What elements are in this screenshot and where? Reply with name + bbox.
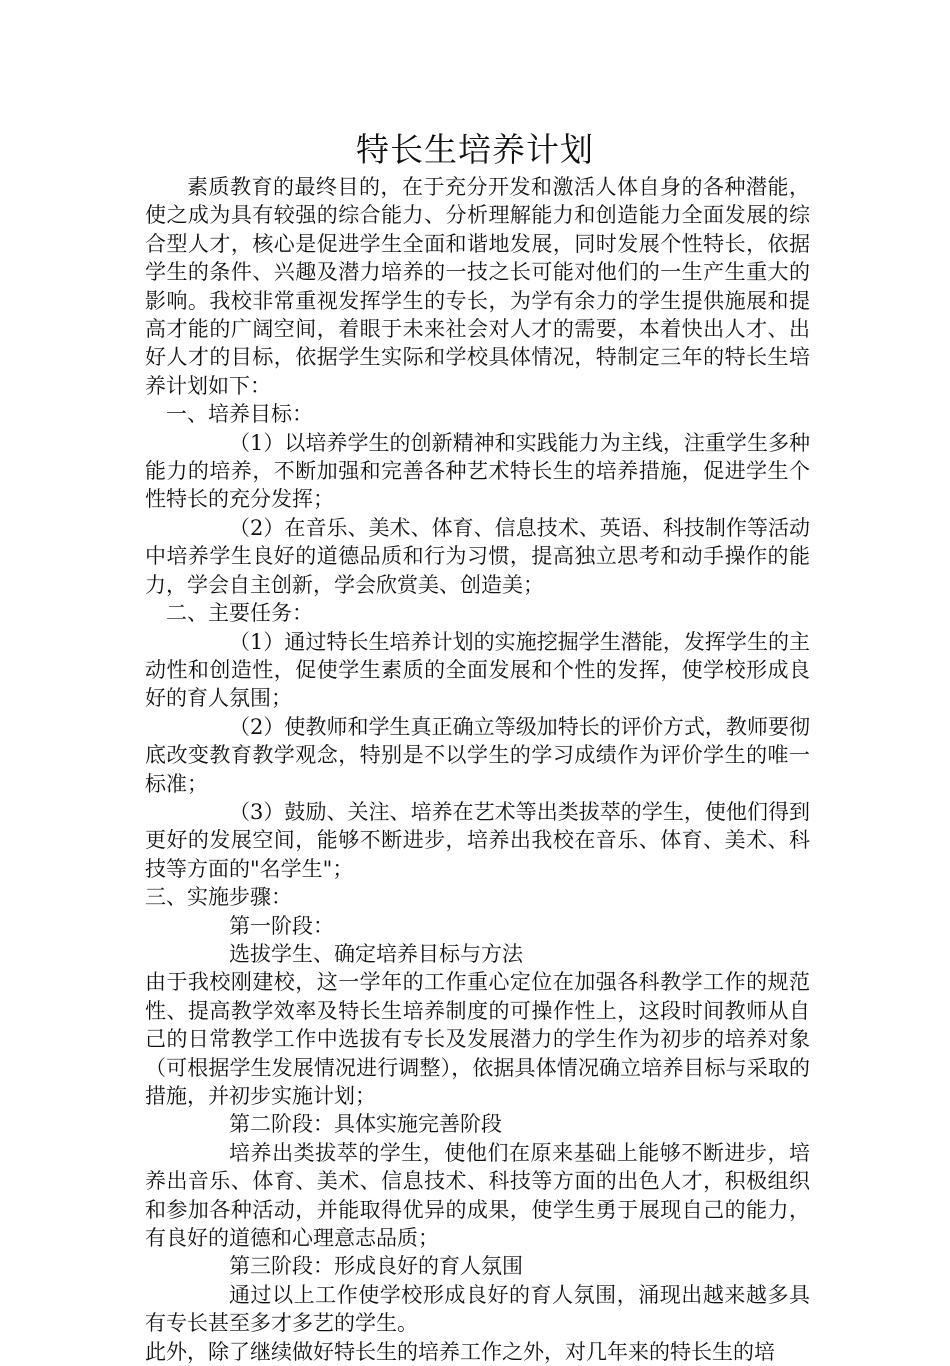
task-item-2: （2）使教师和学生真正确立等级加特长的评价方式，教师要彻底改变教育教学观念，特别是不以学生的学习成绩作为评价学生的唯一标准； — [145, 714, 810, 796]
stage-1-subtitle: 选拔学生、确定培养目标与方法 — [229, 941, 523, 966]
document-title: 特长生培养计划 — [356, 130, 594, 169]
stage-2-heading: 第二阶段：具体实施完善阶段 — [229, 1112, 502, 1137]
section-heading-tasks: 二、主要任务： — [166, 601, 313, 626]
goal-item-1: （1）以培养学生的创新精神和实践能力为主线，注重学生多种能力的培养，不断加强和完善各种艺术特长生的培养措施，促进学生个性特长的充分发挥； — [145, 430, 810, 512]
document-body — [145, 173, 810, 1366]
stage-3-heading: 第三阶段：形成良好的育人氛围 — [229, 1254, 523, 1279]
stage-3-paragraph: 通过以上工作使学校形成良好的育人氛围，涌现出越来越多具有专长甚至多才多艺的学生。 — [145, 1282, 810, 1336]
task-item-3: （3）鼓励、关注、培养在艺术等出类拔萃的学生，使他们得到更好的发展空间，能够不断进步，培养出我校在音乐、体育、美术、科技等方面的"名学生"； — [145, 799, 810, 881]
goal-item-2: （2）在音乐、美术、体育、信息技术、英语、科技制作等活动中培养学生良好的道德品质和行为习惯，提高独立思考和动手操作的能力，学会自主创新，学会欣赏美、创造美； — [145, 515, 810, 597]
task-item-1: （1）通过特长生培养计划的实施挖掘学生潜能，发挥学生的主动性和创造性，促使学生素质的全面发展和个性的发挥，使学校形成良好的育人氛围； — [145, 629, 810, 711]
stage-2-paragraph: 培养出类拔萃的学生，使他们在原来基础上能够不断进步，培养出音乐、体育、美术、信息技术、科技等方面的出色人才，积极组织和参加各种活动，并能取得优异的成果，使学生勇于展现自己的能力，有良好的道德和心理意志品质； — [145, 1140, 810, 1251]
intro-paragraph: 素质教育的最终目的，在于充分开发和激活人体自身的各种潜能，使之成为具有较强的综合能力、分析理解能力和创造能力全面发展的综合型人才，核心是促进学生全面和谐地发展，同时发展个性特长，依据学生的条件、兴趣及潜力培养的一技之长可能对他们的一生产生重大的影响。我校非常重视发挥学生的专长，为学有余力的学生提供施展和提高才能的广阔空间，着眼于未来社会对人才的需要，本着快出人才、出好人才的目标，依据学生实际和学校具体情况，特制定三年的特长生培养计划如下： — [145, 175, 810, 398]
stage-1-paragraph: 由于我校刚建校，这一学年的工作重心定位在加强各科教学工作的规范性、提高教学效率及特长生培养制度的可操作性上，这段时间教师从自己的日常教学工作中选拔有专长及发展潜力的学生作为初步的培养对象（可根据学生发展情况进行调整），依据具体情况确立培养目标与采取的措施，并初步实施计划； — [145, 970, 810, 1108]
section-heading-goals: 一、培养目标： — [166, 402, 313, 427]
section-heading-steps: 三、实施步骤： — [145, 885, 292, 910]
stage-1-heading: 第一阶段： — [229, 913, 334, 938]
closing-paragraph: 此外，除了继续做好特长生的培养工作之外，对几年来的特长生的培 — [145, 1339, 775, 1364]
